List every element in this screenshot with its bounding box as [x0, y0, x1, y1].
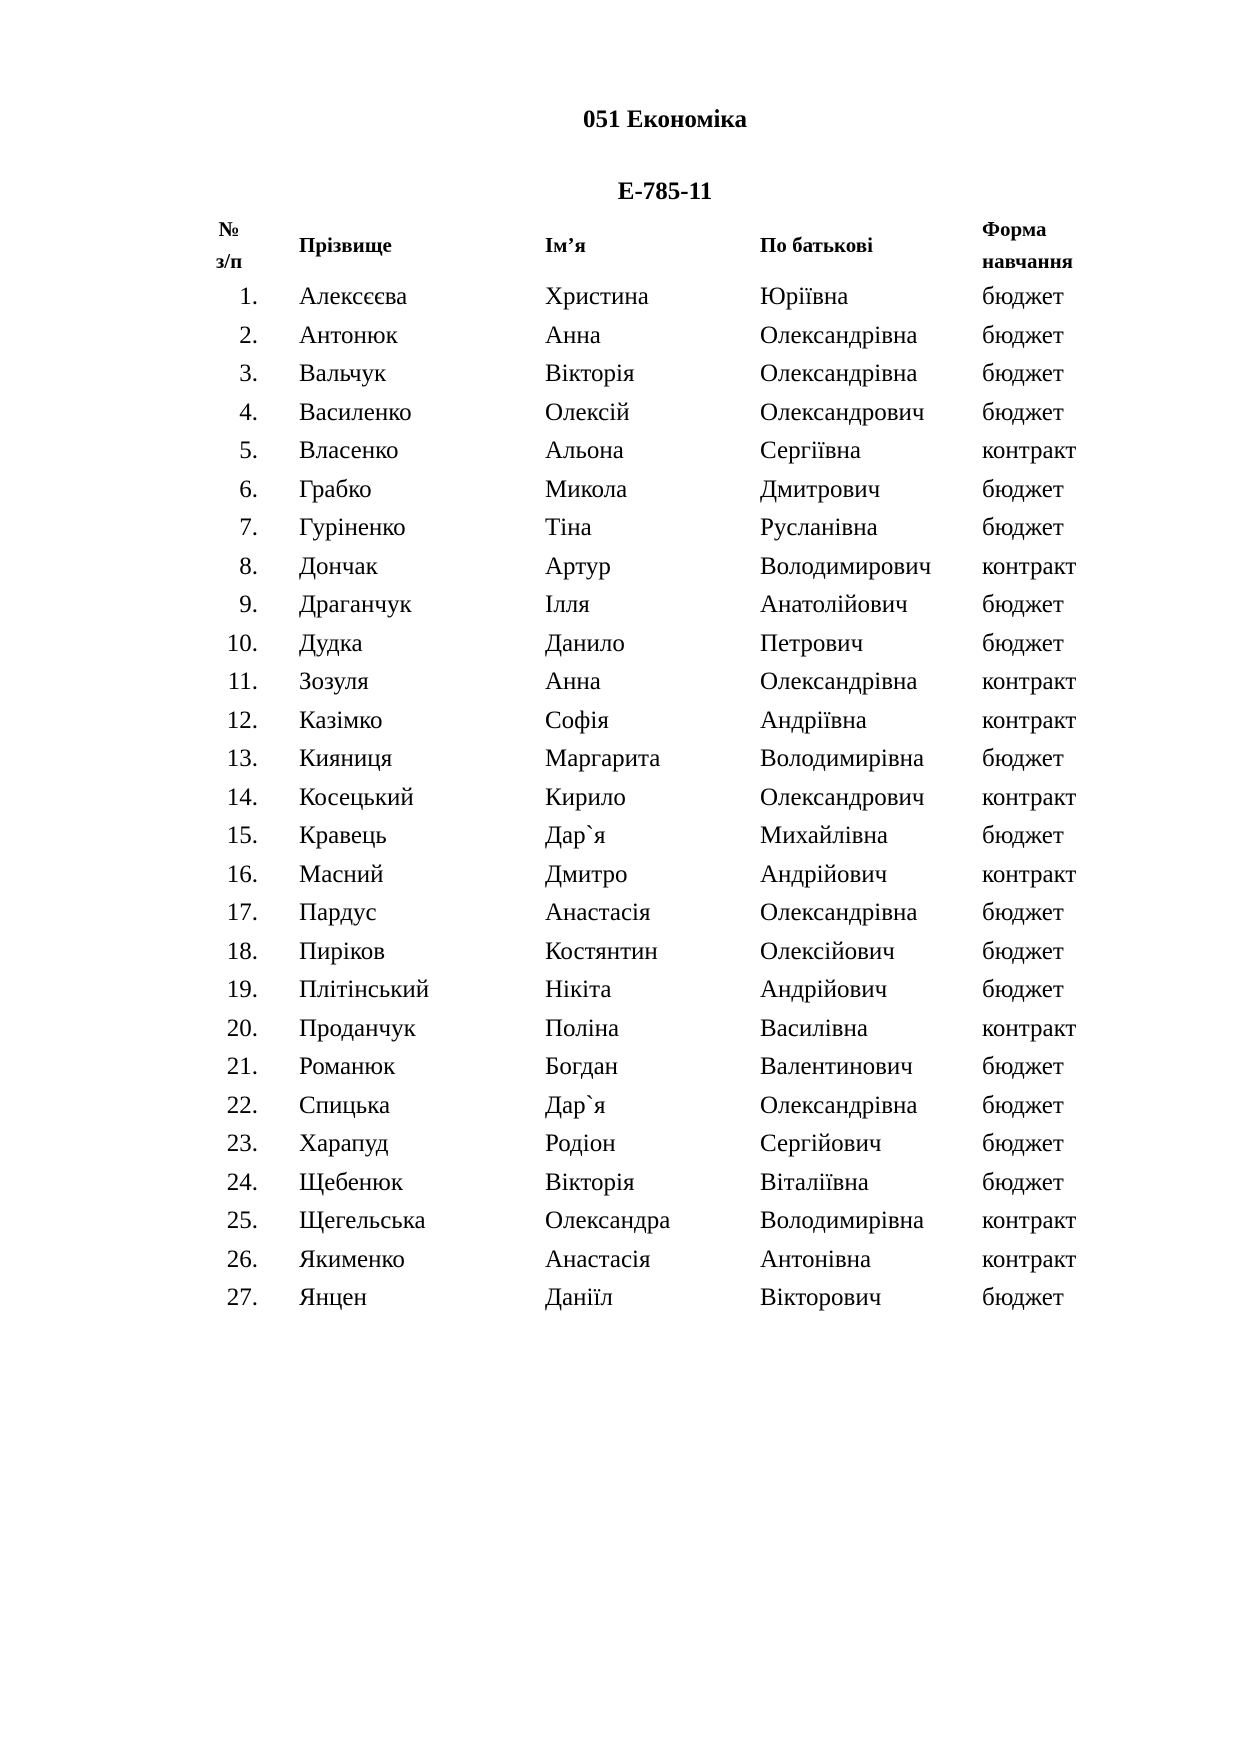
study-form-cell: бюджет	[982, 1284, 1064, 1311]
surname-cell: Гуріненко	[299, 514, 406, 541]
study-form-cell: бюджет	[982, 475, 1064, 503]
study-form-cell: контракт	[982, 668, 1077, 695]
study-form-cell: бюджет	[982, 629, 1064, 657]
table-row	[206, 779, 1106, 818]
name-cell: Альона	[545, 437, 624, 464]
study-form-cell: контракт	[982, 706, 1077, 734]
name-cell: Даніїл	[545, 1284, 613, 1311]
surname-cell: Проданчук	[299, 1014, 416, 1042]
surname-cell: Пардус	[299, 899, 377, 926]
table-row	[206, 548, 1106, 587]
patronymic-cell: Олександрівна	[760, 1091, 918, 1119]
patronymic-cell: Валентинович	[760, 1053, 913, 1080]
surname-cell: Щегельська	[299, 1207, 426, 1234]
study-form-cell: контракт	[982, 860, 1077, 888]
name-cell: Дар`я	[545, 1091, 606, 1119]
header-number-line1: №	[218, 217, 240, 241]
table-header	[206, 212, 1106, 278]
header-number-line2: з/п	[215, 249, 243, 273]
table-row	[206, 971, 1106, 1010]
surname-cell: Щебенюк	[299, 1168, 404, 1196]
row-number: 13.	[226, 745, 258, 772]
name-cell: Родіон	[545, 1130, 616, 1157]
header-surname: Прізвище	[299, 233, 392, 257]
study-form-cell: бюджет	[982, 822, 1064, 849]
study-form-cell: бюджет	[982, 976, 1064, 1003]
patronymic-cell: Володимирівна	[760, 745, 925, 772]
patronymic-cell: Юріївна	[760, 283, 849, 310]
surname-cell: Плітінський	[299, 976, 430, 1003]
row-number: 8.	[239, 552, 258, 580]
row-number: 15.	[226, 822, 258, 849]
table-row	[206, 278, 1106, 317]
surname-cell: Василенко	[299, 398, 412, 426]
name-cell: Дмитро	[545, 860, 628, 888]
table-row	[206, 663, 1106, 702]
surname-cell: Янцен	[299, 1284, 367, 1311]
study-form-cell: бюджет	[982, 899, 1064, 926]
table-body	[206, 278, 1106, 1318]
header-number	[206, 212, 299, 278]
row-number: 23.	[226, 1130, 258, 1157]
name-cell: Артур	[545, 552, 611, 580]
name-cell: Христина	[545, 283, 649, 310]
table-row	[206, 355, 1106, 394]
surname-cell: Вальчук	[299, 360, 387, 387]
row-number: 27.	[226, 1284, 258, 1311]
name-cell: Микола	[545, 475, 628, 503]
name-cell: Софія	[545, 706, 609, 734]
surname-cell: Алексєєва	[299, 283, 408, 310]
header-study-form-line1: Форма	[982, 217, 1047, 241]
surname-cell: Кияниця	[299, 745, 393, 772]
row-number: 20.	[226, 1014, 258, 1042]
table-row	[206, 1125, 1106, 1164]
surname-cell: Драганчук	[299, 591, 412, 618]
header-study-form	[982, 212, 1106, 278]
name-cell: Анна	[545, 668, 601, 695]
surname-cell: Антонюк	[299, 321, 398, 349]
row-number: 12.	[226, 706, 258, 734]
table-row	[206, 509, 1106, 548]
row-number: 3.	[239, 360, 258, 387]
surname-cell: Якименко	[299, 1245, 405, 1273]
name-cell: Данило	[545, 629, 625, 657]
row-number: 9.	[239, 591, 258, 618]
study-form-cell: бюджет	[982, 745, 1064, 772]
table-row	[206, 933, 1106, 972]
surname-cell: Пиріков	[299, 937, 386, 965]
student-table	[206, 212, 1106, 1318]
group-title: Е-785-11	[617, 178, 713, 205]
table-row	[206, 1087, 1106, 1126]
row-number: 21.	[226, 1053, 258, 1080]
row-number: 11.	[227, 668, 258, 695]
surname-cell: Грабко	[299, 475, 372, 503]
table-row	[206, 625, 1106, 664]
table-row	[206, 317, 1106, 356]
header-name: Ім’я	[545, 233, 586, 257]
name-cell: Костянтин	[545, 937, 658, 965]
name-cell: Нікіта	[545, 976, 612, 1003]
table-row	[206, 1010, 1106, 1049]
row-number: 6.	[239, 475, 258, 503]
patronymic-cell: Олексійович	[760, 937, 895, 965]
surname-cell: Масний	[299, 860, 384, 888]
table-row	[206, 740, 1106, 779]
table-row	[206, 394, 1106, 433]
header-patronymic: По батькові	[760, 233, 873, 257]
study-form-cell: бюджет	[982, 1130, 1064, 1157]
study-form-cell: бюджет	[982, 937, 1064, 965]
patronymic-cell: Олександрівна	[760, 321, 918, 349]
row-number: 24.	[226, 1168, 258, 1196]
study-form-cell: контракт	[982, 1014, 1077, 1042]
row-number: 22.	[226, 1091, 258, 1119]
study-form-cell: контракт	[982, 783, 1077, 811]
study-form-cell: контракт	[982, 1245, 1077, 1273]
table-row	[206, 1241, 1106, 1280]
study-form-cell: бюджет	[982, 321, 1064, 349]
study-form-cell: контракт	[982, 552, 1077, 580]
patronymic-cell: Олександрівна	[760, 360, 918, 387]
table-row	[206, 1164, 1106, 1203]
patronymic-cell: Андріївна	[760, 706, 867, 734]
surname-cell: Спицька	[299, 1091, 391, 1119]
header-row	[206, 212, 1106, 278]
surname-cell: Дудка	[299, 629, 363, 657]
table-row	[206, 817, 1106, 856]
surname-cell: Харапуд	[299, 1130, 389, 1157]
patronymic-cell: Володимирівна	[760, 1207, 925, 1234]
table-row	[206, 702, 1106, 741]
patronymic-cell: Олександрович	[760, 783, 925, 811]
study-form-cell: бюджет	[982, 1091, 1064, 1119]
study-form-cell: бюджет	[982, 1053, 1064, 1080]
patronymic-cell: Віталіївна	[760, 1168, 869, 1196]
patronymic-cell: Сергіївна	[760, 437, 862, 464]
table-row	[206, 471, 1106, 510]
name-cell: Тіна	[545, 514, 592, 541]
name-cell: Олексій	[545, 398, 630, 426]
patronymic-cell: Василівна	[760, 1014, 868, 1042]
row-number: 17.	[226, 899, 258, 926]
surname-cell: Казімко	[299, 706, 383, 734]
page-title: 051 Економіка	[583, 106, 747, 133]
row-number: 25.	[226, 1207, 258, 1234]
patronymic-cell: Олександрівна	[760, 899, 918, 926]
header-study-form-line2: навчання	[982, 249, 1074, 273]
row-number: 1.	[239, 283, 258, 310]
patronymic-cell: Олександрович	[760, 398, 925, 426]
table-row	[206, 586, 1106, 625]
table-row	[206, 1279, 1106, 1318]
row-number: 16.	[226, 860, 258, 888]
table-row	[206, 1202, 1106, 1241]
surname-cell: Романюк	[299, 1053, 396, 1080]
name-cell: Олександра	[545, 1207, 671, 1234]
name-cell: Анастасія	[545, 899, 651, 926]
surname-cell: Зозуля	[299, 668, 369, 695]
patronymic-cell: Володимирович	[760, 552, 932, 580]
surname-cell: Кравець	[299, 822, 387, 849]
surname-cell: Дончак	[299, 552, 378, 580]
study-form-cell: бюджет	[982, 283, 1064, 310]
patronymic-cell: Антонівна	[760, 1245, 872, 1273]
table-row	[206, 1048, 1106, 1087]
study-form-cell: бюджет	[982, 360, 1064, 387]
table-row	[206, 894, 1106, 933]
patronymic-cell: Сергійович	[760, 1130, 882, 1157]
name-cell: Маргарита	[545, 745, 661, 772]
name-cell: Поліна	[545, 1014, 620, 1042]
study-form-cell: бюджет	[982, 1168, 1064, 1196]
study-form-cell: контракт	[982, 437, 1077, 464]
name-cell: Анастасія	[545, 1245, 651, 1273]
row-number: 7.	[239, 514, 258, 541]
patronymic-cell: Андрійович	[760, 860, 888, 888]
name-cell: Анна	[545, 321, 601, 349]
table-row	[206, 432, 1106, 471]
row-number: 26.	[226, 1245, 258, 1273]
row-number: 2.	[239, 321, 258, 349]
row-number: 4.	[239, 398, 258, 426]
patronymic-cell: Петрович	[760, 629, 864, 657]
name-cell: Кирило	[545, 783, 626, 811]
patronymic-cell: Анатолійович	[760, 591, 908, 618]
study-form-cell: бюджет	[982, 514, 1064, 541]
patronymic-cell: Вікторович	[760, 1284, 882, 1311]
study-form-cell: контракт	[982, 1207, 1077, 1234]
name-cell: Богдан	[545, 1053, 619, 1080]
row-number: 14.	[226, 783, 258, 811]
study-form-cell: бюджет	[982, 591, 1064, 618]
patronymic-cell: Андрійович	[760, 976, 888, 1003]
study-form-cell: бюджет	[982, 398, 1064, 426]
table-row	[206, 856, 1106, 895]
row-number: 19.	[226, 976, 258, 1003]
row-number: 10.	[226, 629, 258, 657]
patronymic-cell: Русланівна	[760, 514, 878, 541]
patronymic-cell: Олександрівна	[760, 668, 918, 695]
name-cell: Вікторія	[545, 1168, 635, 1196]
patronymic-cell: Михайлівна	[760, 822, 888, 849]
row-number: 5.	[239, 437, 258, 464]
name-cell: Дар`я	[545, 822, 606, 849]
surname-cell: Косецький	[299, 783, 414, 811]
row-number: 18.	[226, 937, 258, 965]
name-cell: Вікторія	[545, 360, 635, 387]
surname-cell: Власенко	[299, 437, 399, 464]
name-cell: Ілля	[545, 591, 590, 618]
patronymic-cell: Дмитрович	[760, 475, 881, 503]
